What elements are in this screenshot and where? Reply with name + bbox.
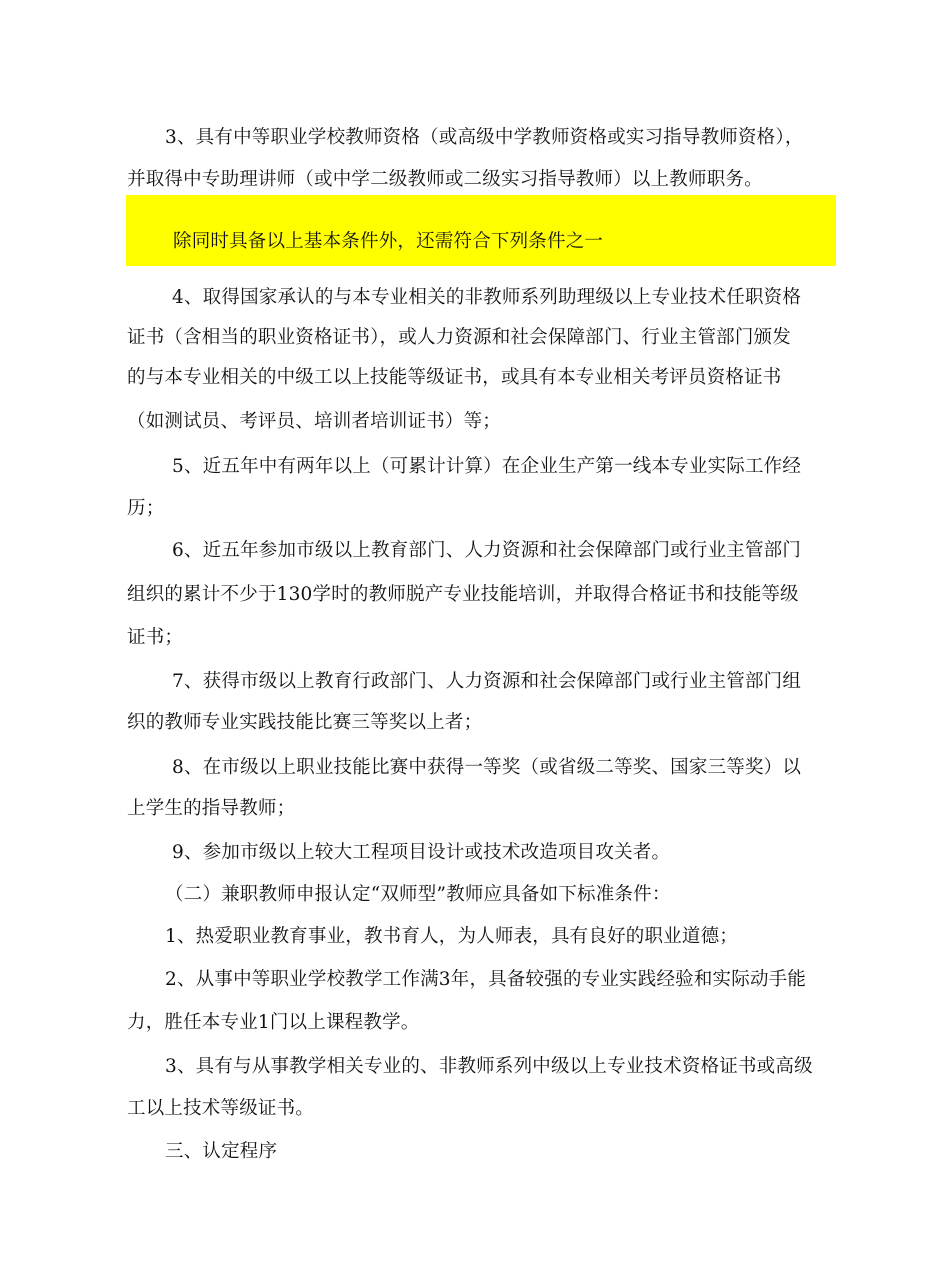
condition-3-line-1: 3、具有与从事教学相关专业的、非教师系列中级以上专业技术资格证书或高级 [165,1056,813,1077]
item-8-line-2: 上学生的指导教师； [127,798,296,819]
condition-2-line-2: 力，胜任本专业1门以上课程教学。 [127,1012,420,1033]
item-8-line-1: 8、在市级以上职业技能比赛中获得一等奖（或省级二等奖、国家三等奖）以 [172,757,802,778]
item-6-line-1: 6、近五年参加市级以上教育部门、人力资源和社会保障部门或行业主管部门 [172,540,802,561]
item-5-line-2: 历； [127,498,165,519]
item-4-line-2: 证书（含相当的职业资格证书），或人力资源和社会保障部门、行业主管部门颁发 [127,327,791,348]
condition-1-line-1: 1、热爱职业教育事业，教书育人，为人师表，具有良好的职业道德； [165,926,738,947]
section-3-heading: 三、认定程序 [165,1141,278,1162]
item-6-line-3: 证书； [127,627,184,648]
condition-3-line-2: 工以上技术等级证书。 [127,1098,315,1119]
item-7-line-2: 织的教师专业实践技能比赛三等奖以上者； [127,712,483,733]
item-6-line-2: 组织的累计不少于130学时的教师脱产专业技能培训，并取得合格证书和技能等级 [127,584,799,605]
item-9-line-1: 9、参加市级以上较大工程项目设计或技术改造项目攻关者。 [172,842,671,863]
item-7-line-1: 7、获得市级以上教育行政部门、人力资源和社会保障部门或行业主管部门组 [172,671,802,692]
item-5-line-1: 5、近五年中有两年以上（可累计计算）在企业生产第一线本专业实际工作经 [172,456,802,477]
item-4-line-3: 的与本专业相关的中级工以上技能等级证书，或具有本专业相关考评员资格证书 [127,367,782,388]
section-2-heading: （二）兼职教师申报认定“双师型”教师应具备如下标准条件： [165,884,671,905]
item-4-line-4: （如测试员、考评员、培训者培训证书）等； [127,411,502,432]
highlight-text: 除同时具备以上基本条件外，还需符合下列条件之一 [173,231,604,252]
highlight-block [126,195,836,266]
item-3-line-1: 3、具有中等职业学校教师资格（或高级中学教师资格或实习指导教师资格）， [165,127,804,148]
item-3-line-2: 并取得中专助理讲师（或中学二级教师或二级实习指导教师）以上教师职务。 [127,169,763,190]
condition-2-line-1: 2、从事中等职业学校教学工作满3年，具备较强的专业实践经验和实际动手能 [165,969,807,990]
item-4-line-1: 4、取得国家承认的与本专业相关的非教师系列助理级以上专业技术任职资格 [172,287,802,308]
